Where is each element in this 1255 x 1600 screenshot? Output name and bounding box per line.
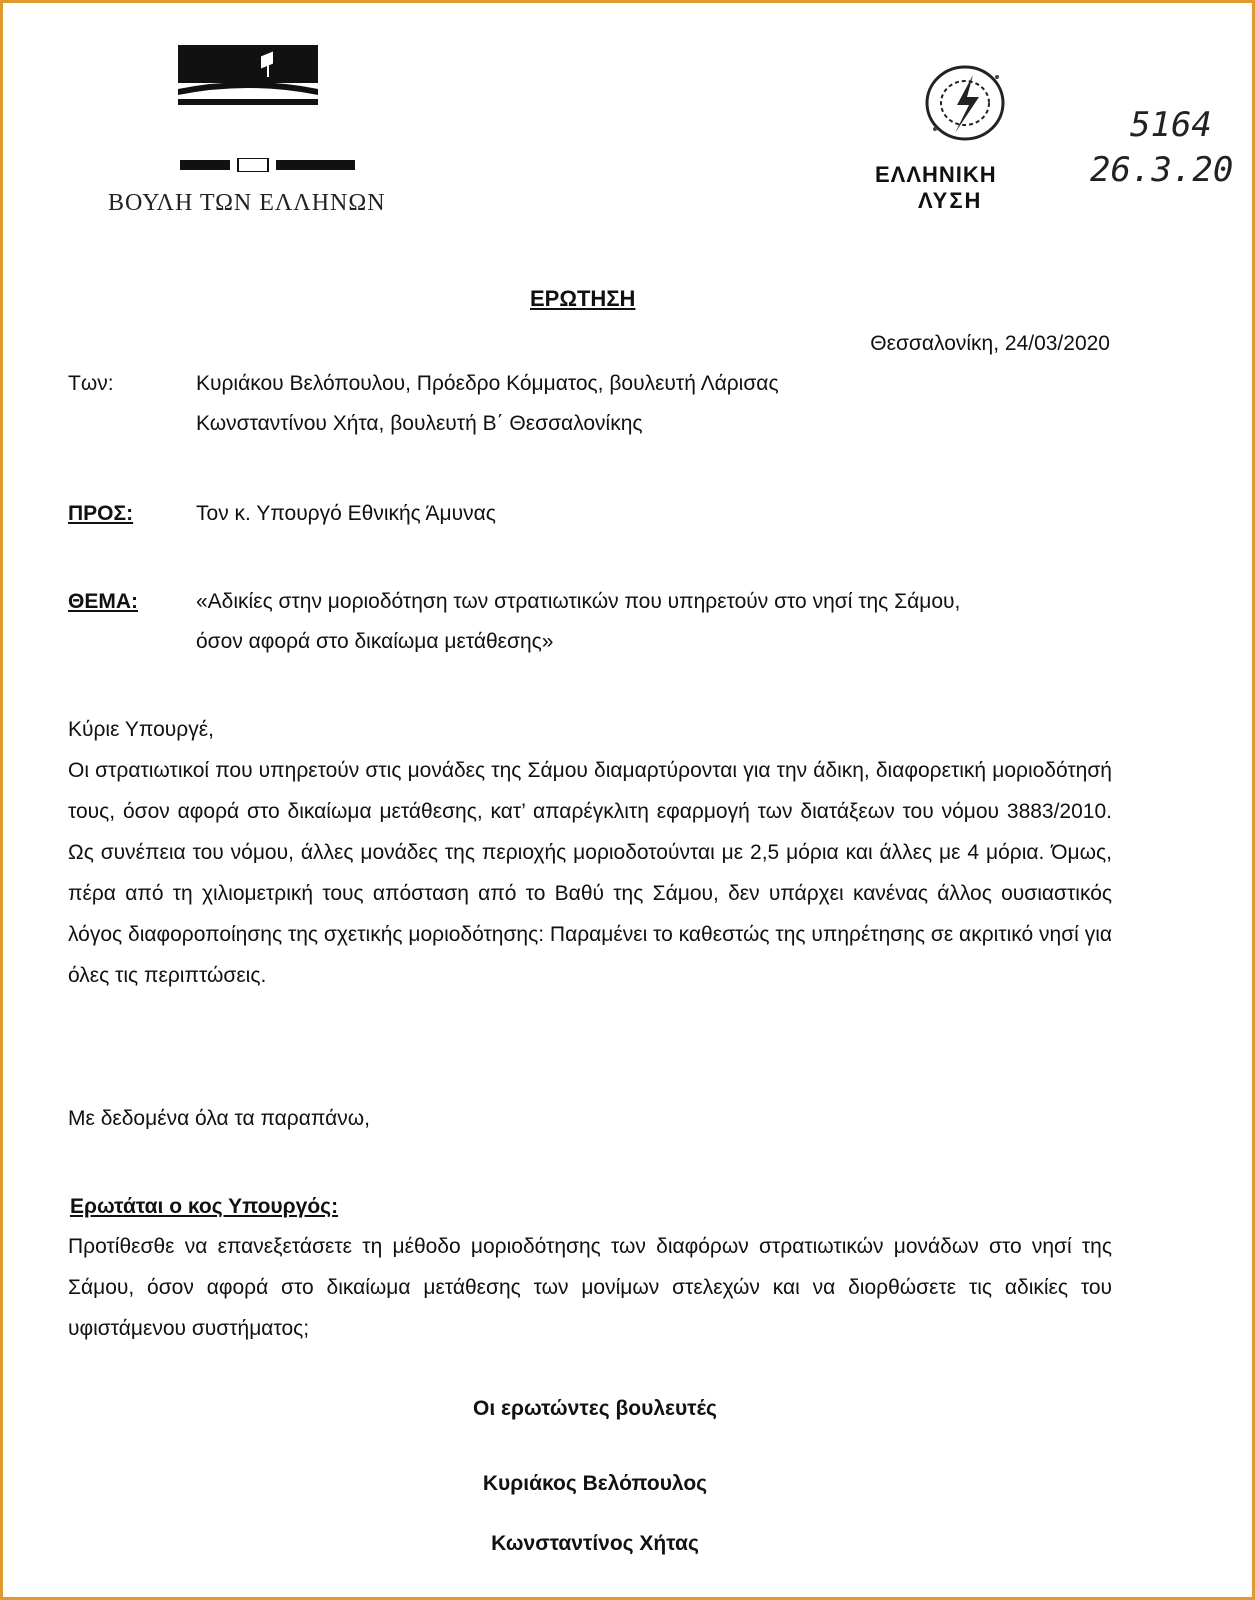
subject-label: ΘΕΜΑ: xyxy=(68,590,138,613)
parliament-name: ΒΟΥΛΗ ΤΩΝ ΕΛΛΗΝΩΝ xyxy=(108,190,386,216)
handwritten-number: 5164 xyxy=(1130,105,1212,145)
question-paragraph: Προτίθεσθε να επανεξετάσετε τη μέθοδο μοριοδότησης των διαφόρων στρατιωτικών μονάδων στο νησί της Σάμου, όσον αφορά στο δικαίωμα μετάθεσης των μονίμων στελεχών και να διορθώσετε τις αδικίες του υφιστάμενου συστήματος; xyxy=(68,1235,1112,1340)
subject-line-1: «Αδικίες στην μοριοδότηση των στρατιωτικών που υπηρετούν στο νησί της Σάμου, xyxy=(196,590,961,613)
document-heading: ΕΡΩΤΗΣΗ xyxy=(530,286,636,311)
from-line-2: Κωνσταντίνου Χήτα, βουλευτή Β΄ Θεσσαλονίκης xyxy=(196,412,643,435)
parliament-rule-icon xyxy=(180,158,355,172)
body-paragraph: Οι στρατιωτικοί που υπηρετούν στις μονάδες της Σάμου διαμαρτύρονται για την άδικη, διαφορετική μοριοδότησή τους, όσον αφορά στο δικαίωμα μετάθεσης, κατ’ απαρέγκλιτη εφαρμογή των διατάξεων του νόμου 3883/2010. Ως συνέπεια του νόμου, άλλες μονάδες της περιοχής μοριοδοτούνται με 2,5 μόρια και άλλες με 4 μόρια. Όμως, πέρα από τη χιλιομετρική τους απόσταση από το Βαθύ της Σάμου, δεν υπάρχει κανένας άλλος ουσιαστικός λόγος διαφοροποίησης της σχετικής μοριοδότησης: Παραμένει το καθεστώς της υπηρέτησης σε ακριτικό νησί για όλες τις περιπτώσεις. xyxy=(68,759,1112,987)
question-label: Ερωτάται ο κος Υπουργός: xyxy=(70,1195,339,1218)
salutation: Κύριε Υπουργέ, xyxy=(68,718,214,741)
date-line: Θεσσαλονίκη, 24/03/2020 xyxy=(870,332,1110,355)
from-line-1: Κυριάκου Βελόπουλου, Πρόεδρο Κόμματος, βουλευτή Λάρισας xyxy=(196,372,779,395)
handwritten-date: 26.3.20 xyxy=(1090,150,1234,190)
party-name-line1: ΕΛΛΗΝΙΚΗ xyxy=(875,162,997,187)
party-logo-icon xyxy=(915,55,1015,150)
parliament-emblem-icon xyxy=(178,45,318,115)
to-label: ΠΡΟΣ: xyxy=(68,502,134,525)
party-name-line2: ΛΥΣΗ xyxy=(918,188,983,213)
signer-2: Κωνσταντίνος Χήτας xyxy=(491,1532,699,1555)
signature-title: Οι ερωτώντες βουλευτές xyxy=(473,1397,717,1420)
given-line: Με δεδομένα όλα τα παραπάνω, xyxy=(68,1107,370,1130)
to-value: Τον κ. Υπουργό Εθνικής Άμυνας xyxy=(196,502,496,525)
signer-1: Κυριάκος Βελόπουλος xyxy=(482,1472,708,1495)
from-label: Των: xyxy=(68,372,114,395)
subject-line-2: όσον αφορά στο δικαίωμα μετάθεσης» xyxy=(196,630,554,653)
